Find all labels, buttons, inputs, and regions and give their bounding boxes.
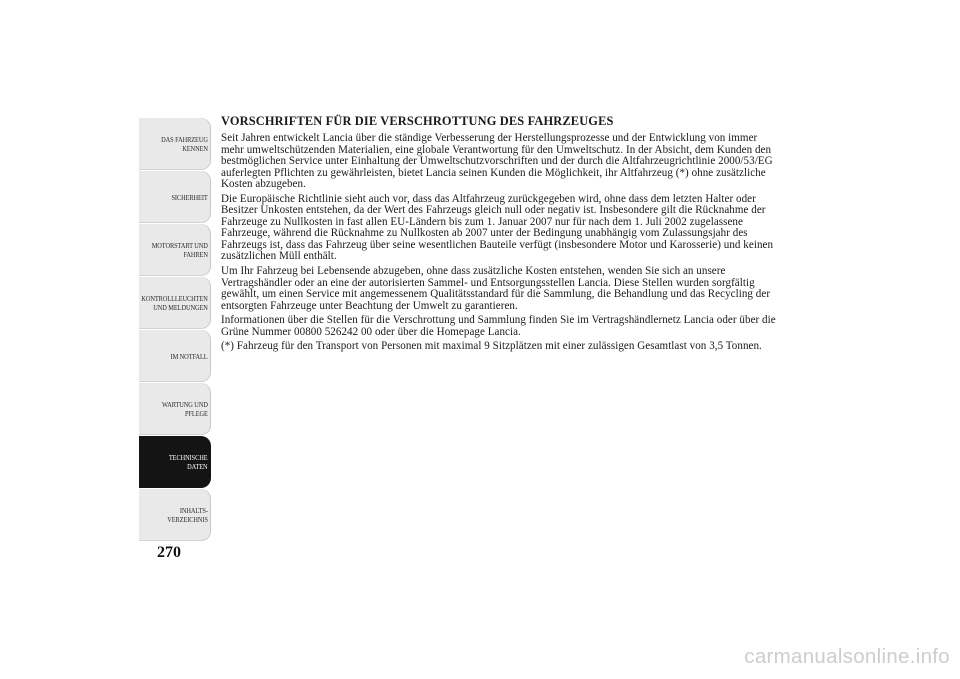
paragraph: Informationen über die Stellen für die Verschrottung und Sammlung finden Sie im Vertragshändlernetz Lancia oder über die Grüne Nummer 00800 526242 00 oder über die Homepage Lancia. [221, 314, 776, 338]
tab-das-fahrzeug-kennen[interactable] [139, 118, 211, 170]
paragraph: Die Europäische Richtlinie sieht auch vor, dass das Altfahrzeug zurückgegeben wird, ohne dass dem letzten Halter oder Besitzer Unkosten entstehen, da der Wert des Fahrzeugs gleich null oder negativ ist. Insbesondere gilt die Rücknahme der Fahrzeuge zu Nullkosten in fast allen EU-Ländern bis zum 1. Januar 2007 nur für nach dem 1. Juli 2002 zugelassene Fahrzeuge, während die Rücknahme zu Nullkosten ab 2007 unter der Bedingung unabhängig vom Zulassungsjahr des Fahrzeugs ist, dass das Fahrzeug über seine wesentlichen Bauteile verfügt (insbesondere Motor und Karosserie) und keinen zusätzlichen Müll enthält. [221, 192, 774, 263]
watermark: carmanualsonline.info [744, 645, 950, 668]
section-heading: VORSCHRIFTEN FÜR DIE VERSCHROTTUNG DES FAHRZEUGES [221, 114, 614, 128]
tab-label: KONTROLLLEUCHTEN UND MELDUNGEN [141, 294, 208, 312]
paragraph: Seit Jahren entwickelt Lancia über die ständige Verbesserung der Herstellungsprozesse und der Entwicklung von immer mehr umweltschützenden Materialien, eine globale Verantwortung für den Umweltschutz. In der Absicht, dem Kunden den bestmöglichen Service unter Einhaltung der Umweltschutzvorschriften und der durch die Altfahrzeugrichtlinie 2000/53/EG auferlegten Pflichten zu gewährleisten, bietet Lancia seinen Kunden die Möglichkeit, ihr Altfahrzeug (*) ohne zusätzliche Kosten abzugeben. [221, 132, 773, 191]
paragraph: Um Ihr Fahrzeug bei Lebensende abzugeben, ohne dass zusätzliche Kosten entstehen, wenden Sie sich an unsere Vertragshändler oder an eine der autorisierten Sammel- und Entsorgungsstellen Lancia. Diese Stellen wurden sorgfältig gewählt, um einen Service mit angemessenem Qualitätsstandard für die Sammlung, die Behandlung und das Recycling der entsorgten Fahrzeuge unter Beachtung der Umwelt zu garantieren. [221, 265, 771, 312]
tab-wartung-und-pflege[interactable] [139, 383, 211, 435]
tab-kontrollleuchten-und-meldungen[interactable] [139, 277, 211, 329]
page-number: 270 [157, 544, 181, 561]
tab-im-notfall[interactable] [139, 330, 211, 382]
footnote: (*) Fahrzeug für den Transport von Personen mit maximal 9 Sitzplätzen mit einer zulässigen Gesamtlast von 3,5 Tonnen. [221, 340, 762, 353]
tab-motorstart-und-fahren[interactable] [139, 224, 211, 276]
main-content [221, 114, 781, 356]
tab-label: IM NOTFALL [170, 351, 208, 361]
tab-label: WARTUNG UND PFLEGE [161, 400, 208, 418]
tab-label: TECHNISCHE DATEN [168, 453, 208, 471]
tab-label: DAS FAHRZEUG KENNEN [160, 135, 208, 153]
tab-label: SICHERHEIT [171, 192, 208, 202]
tab-sicherheit[interactable] [139, 171, 211, 223]
tab-label: MOTORSTART UND FAHREN [151, 241, 208, 259]
tab-inhaltsverzeichnis[interactable] [139, 489, 211, 541]
tab-label: INHALTS- VERZEICHNIS [166, 506, 208, 524]
tab-technische-daten[interactable] [139, 436, 211, 488]
